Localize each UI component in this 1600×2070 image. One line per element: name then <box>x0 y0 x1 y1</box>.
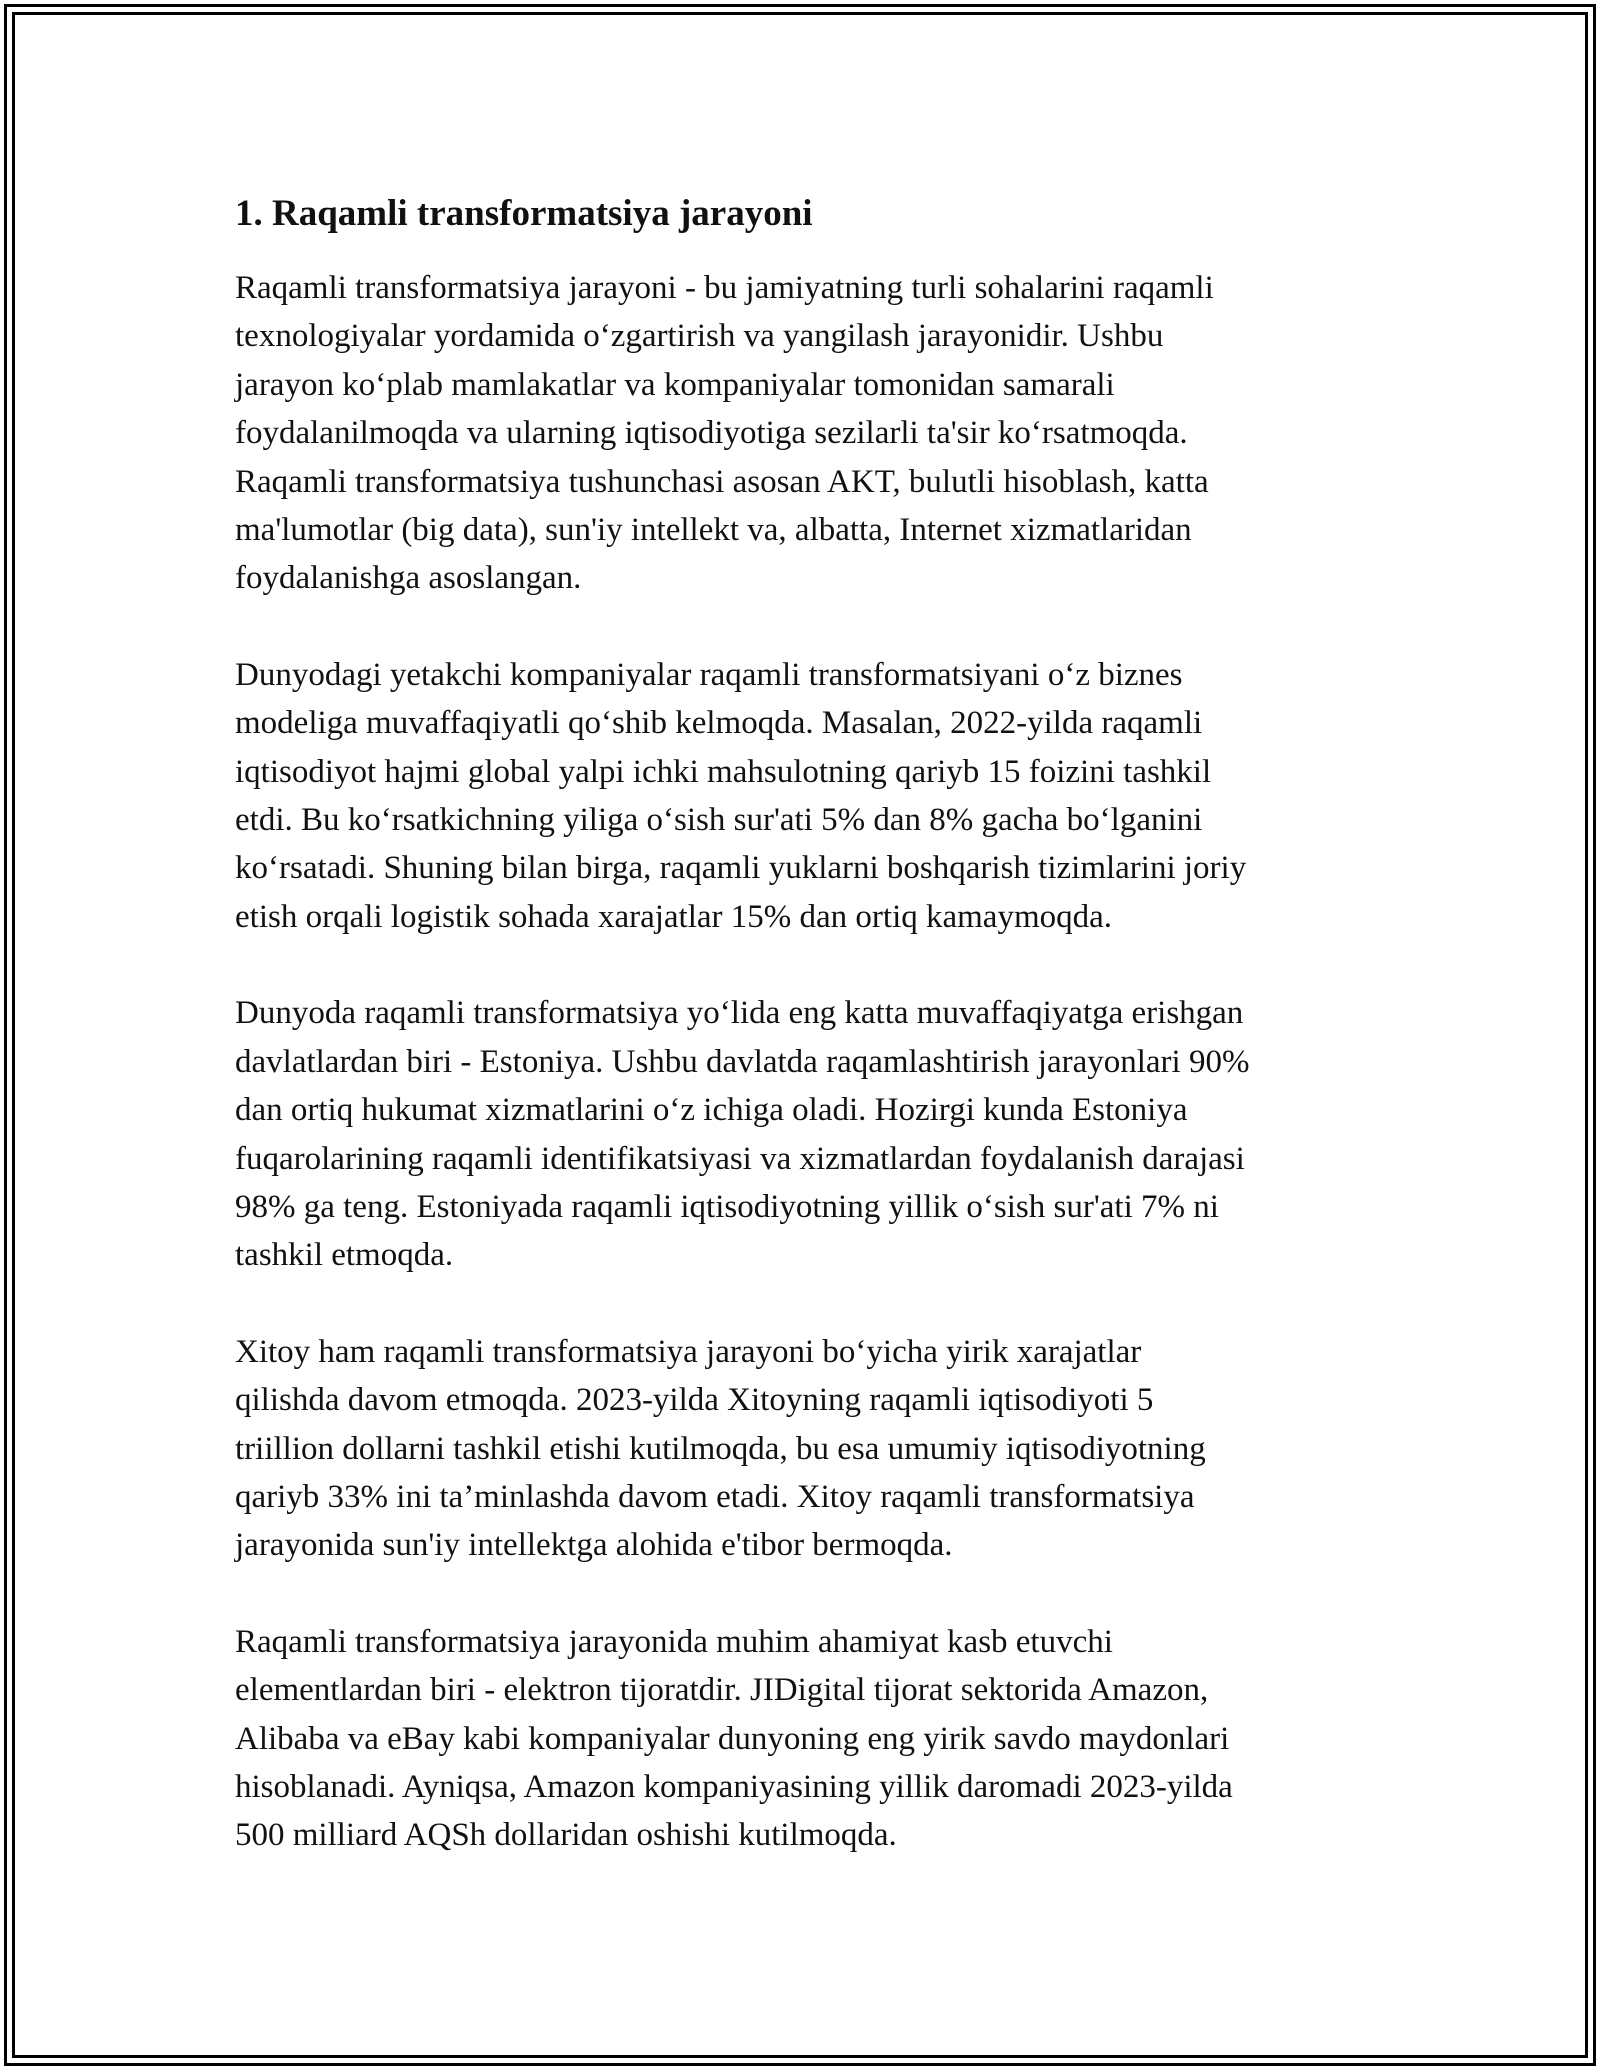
paragraph-companies: Dunyodagi yetakchi kompaniyalar raqamli transformatsiyani o‘z biznes modeliga muvaffaqiyatli qo‘shib kelmoqda. Masalan, 2022-yilda raqamli iqtisodiyot hajmi global yalpi ichki mahsulotning qariyb 15 foizini tashkil etdi. Bu ko‘rsatkichning yiliga o‘sish sur'ati 5% dan 8% gacha bo‘lganini ko‘rsatadi. Shuning bilan birga, raqamli yuklarni boshqarish tizimlarini joriy etish orqali logistik sohada xarajatlar 15% dan ortiq kamaymoqda. <box>235 656 1247 935</box>
paragraph-intro: Raqamli transformatsiya jarayoni - bu jamiyatning turli sohalarini raqamli texnologiyalar yordamida o‘zgartirish va yangilash jarayonidir. Ushbu jarayon ko‘plab mamlakatlar va kompaniyalar tomonidan samarali foydalanilmoqda va ularning iqtisodiyotiga sezilarli ta'sir ko‘rsatmoqda. Raqamli transformatsiya tushunchasi asosan AKT, bulutli hisoblash, katta ma'lumotlar (big data), sun'iy intellekt va, albatta, Internet xizmatlaridan foydalanishga asoslangan. <box>235 270 1214 597</box>
paragraph-china: Xitoy ham raqamli transformatsiya jarayoni bo‘yicha yirik xarajatlar qilishda davom etmoqda. 2023-yilda Xitoyning raqamli iqtisodiyoti 5 triillion dollarni tashkil etishi kutilmoqda, bu esa umumiy iqtisodiyotning qariyb 33% ini ta’minlashda davom etadi. Xitoy raqamli transformatsiya jarayonida sun'iy intellektga alohida e'tibor bermoqda. <box>235 1333 1206 1564</box>
paragraph-estonia: Dunyoda raqamli transformatsiya yo‘lida eng katta muvaffaqiyatga erishgan davlatlardan biri - Estoniya. Ushbu davlatda raqamlashtirish jarayonlari 90% dan ortiq hukumat xizmatlarini o‘z ichiga oladi. Hozirgi kunda Estoniya fuqarolarining raqamli identifikatsiyasi va xizmatlardan foydalanish darajasi 98% ga teng. Estoniyada raqamli iqtisodiyotning yillik o‘sish sur'ati 7% ni tashkil etmoqda. <box>235 995 1250 1274</box>
document-body <box>235 186 1375 1908</box>
paragraph-ecommerce: Raqamli transformatsiya jarayonida muhim ahamiyat kasb etuvchi elementlardan biri - elektron tijoratdir. JIDigital tijorat sektorida Amazon, Alibaba va eBay kabi kompaniyalar dunyoning eng yirik savdo maydonlari hisoblanadi. Ayniqsa, Amazon kompaniyasining yillik daromadi 2023-yilda 500 milliard AQSh dollaridan oshishi kutilmoqda. <box>235 1623 1233 1854</box>
section-heading: 1. Raqamli transformatsiya jarayoni <box>235 193 813 234</box>
